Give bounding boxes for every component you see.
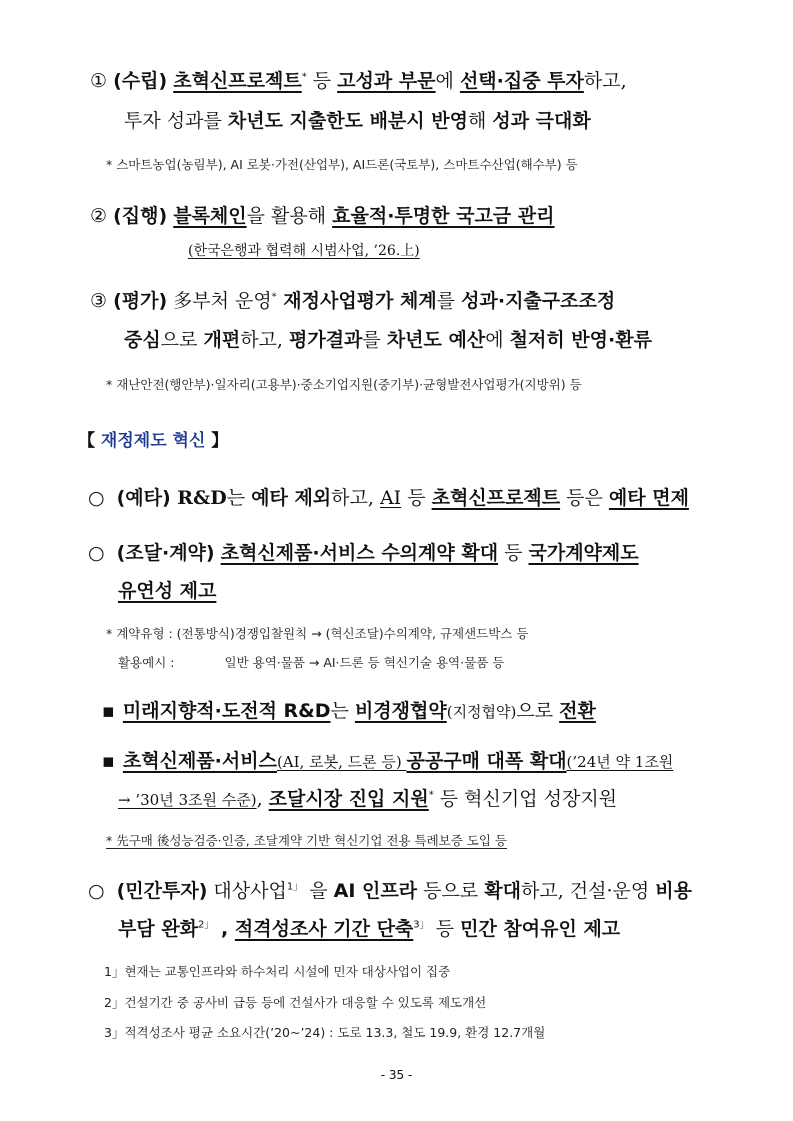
subitem-rnd-t6: 전환 bbox=[559, 700, 596, 722]
footnote-marker: * bbox=[301, 71, 307, 83]
bullet-procurement-t2: 등 bbox=[498, 542, 529, 564]
item-3-line2-a: 중심 bbox=[124, 329, 161, 351]
item-3-line-1 bbox=[90, 290, 615, 313]
item-1-note: * 스마트농업(농림부), AI 로봇·가전(산업부), AI드론(국토부), 스마트수산업(해수부) 등 bbox=[106, 157, 578, 172]
item-3-text-3: 를 bbox=[436, 290, 462, 312]
page-number: - 35 - bbox=[380, 1068, 413, 1082]
subitem-rnd-t5: 으로 bbox=[516, 700, 560, 722]
item-3-line2-d: 하고, bbox=[240, 329, 289, 351]
procurement-note-2 bbox=[118, 655, 504, 670]
item-2-number: ② bbox=[90, 205, 108, 227]
bullet-yeta-t8: 등은 bbox=[560, 487, 609, 509]
item-1-highlight-2: 고성과 부문 bbox=[337, 70, 436, 92]
item-3-line2-g: 차년도 예산 bbox=[386, 329, 486, 351]
footnote-3: 3」적격성조사 평균 소요시간(’20~’24) : 도로 13.3, 철도 19.9, 환경 12.7개월 bbox=[104, 1025, 546, 1040]
subitem-rnd-t3: 비경쟁협약 bbox=[354, 700, 447, 722]
item-2-label: (집행) bbox=[113, 205, 168, 227]
item-1-line2-a: 투자 성과를 bbox=[124, 110, 228, 132]
item-1-highlight-1: 초혁신프로젝트 bbox=[173, 70, 302, 92]
bullet-procurement-label: (조달·계약) bbox=[116, 542, 215, 564]
procurement-note-2-b: 일반 용역·물품 → AI·드론 등 혁신기술 용역·물품 등 bbox=[224, 655, 505, 670]
bullet-yeta-t3: 예타 제외 bbox=[251, 487, 332, 509]
bullet-procurement-t1: 초혁신제품·서비스 수의계약 확대 bbox=[220, 542, 499, 564]
bullet-yeta bbox=[88, 487, 689, 510]
subitem-purchase-t2: (AI, 로봇, 드론 등) bbox=[276, 753, 407, 771]
item-3-text-4: 성과·지출구조조정 bbox=[461, 290, 616, 312]
bullet-private-t3: AI 인프라 bbox=[333, 880, 418, 902]
bullet-private-investment-line-2 bbox=[118, 918, 620, 941]
bullet-procurement-t3: 국가계약제도 bbox=[528, 542, 639, 564]
bullet-private-t7: 비용 bbox=[655, 880, 693, 902]
item-3-line2-b: 으로 bbox=[160, 329, 204, 351]
bullet-private-t1: 대상사업 bbox=[207, 880, 287, 902]
section-heading bbox=[78, 431, 228, 451]
item-3-text-1: 多부처 운영 bbox=[167, 290, 272, 312]
item-1-text-4: 에 bbox=[435, 70, 460, 92]
item-3-text-2: 재정사업평가 체계 bbox=[276, 290, 437, 312]
item-1-line-2 bbox=[124, 110, 591, 133]
item-3-line2-i: 철저히 반영·환류 bbox=[509, 329, 652, 351]
bullet-private-t4: 등으로 bbox=[417, 880, 485, 902]
item-3-line-2 bbox=[124, 329, 652, 352]
subitem-purchase-note: * 先구매 後성능검증·인증, 조달계약 기반 혁신기업 전용 특례보증 도입 등 bbox=[106, 833, 507, 848]
bullet-yeta-t9: 예타 면제 bbox=[608, 487, 689, 509]
bullet-circle: ○ bbox=[88, 542, 105, 564]
procurement-note-2-a: 활용예시 : bbox=[118, 655, 175, 670]
item-3-label: (평가) bbox=[113, 290, 168, 312]
item-2-text-2: 을 활용해 bbox=[246, 205, 333, 227]
item-1-line2-d: 성과 극대화 bbox=[492, 110, 591, 132]
footnote-marker-3: 3」 bbox=[413, 919, 430, 931]
subitem-purchase-t3: 공공구매 대폭 확대 bbox=[406, 750, 567, 772]
bullet-private-l2e: 민간 참여유인 제고 bbox=[460, 918, 621, 940]
footnote-2: 2」건설기간 중 공사비 급등 등에 건설사가 대응할 수 있도록 제도개선 bbox=[104, 995, 487, 1010]
footnote-marker: * bbox=[428, 789, 434, 801]
bullet-private-t6: 하고, 건설·운영 bbox=[521, 880, 656, 902]
bullet-private-investment bbox=[88, 880, 692, 903]
bullet-private-l2c: 적격성조사 기간 단축 bbox=[234, 918, 414, 940]
bullet-private-l2b: , bbox=[214, 918, 235, 940]
item-2-subnote: (한국은행과 협력해 시범사업, ’26.上) bbox=[188, 243, 420, 259]
bullet-square: ▪ bbox=[102, 750, 115, 772]
subitem-rnd-t4: (지정협약) bbox=[446, 703, 517, 721]
subitem-purchase-line-2 bbox=[118, 788, 617, 811]
subitem-purchase-l2d: 등 혁신기업 성장지원 bbox=[433, 788, 618, 810]
item-1-label: (수립) bbox=[113, 70, 168, 92]
item-2-highlight-1: 블록체인 bbox=[173, 205, 247, 227]
section-title: 재정제도 혁신 bbox=[100, 431, 206, 451]
item-3-line2-f: 를 bbox=[362, 329, 387, 351]
item-1-text-2: 등 bbox=[306, 70, 338, 92]
section-bracket-close: 】 bbox=[211, 431, 229, 451]
bullet-circle: ○ bbox=[88, 487, 105, 509]
footnote-1: 1」현재는 교통인프라와 하수처리 시설에 민자 대상사업이 집중 bbox=[104, 964, 451, 979]
bullet-yeta-t2: 는 bbox=[226, 487, 252, 509]
bullet-yeta-t5: AI bbox=[379, 487, 402, 509]
item-1-line-1 bbox=[90, 70, 627, 93]
item-2-highlight-2: 효율적·투명한 국고금 관리 bbox=[332, 205, 555, 227]
bullet-yeta-rnd: R&D bbox=[170, 487, 227, 509]
subitem-rnd bbox=[102, 700, 596, 723]
item-1-line2-c: 해 bbox=[467, 110, 493, 132]
bullet-private-t2: 을 bbox=[303, 880, 334, 902]
bullet-yeta-t7: 초혁신프로젝트 bbox=[431, 487, 561, 509]
subitem-purchase-t1: 초혁신제품·서비스 bbox=[122, 750, 277, 772]
item-1-line2-b: 차년도 지출한도 배분시 반영 bbox=[227, 110, 468, 132]
bullet-private-l2d: 등 bbox=[429, 918, 461, 940]
bullet-square: ▪ bbox=[102, 700, 115, 722]
footnote-marker: * bbox=[271, 291, 277, 303]
section-bracket-open: 【 bbox=[78, 431, 95, 451]
bullet-yeta-label: (예타) bbox=[116, 487, 171, 509]
subitem-rnd-t1: 미래지향적·도전적 R&D bbox=[122, 700, 331, 722]
subitem-purchase-l2a: → ’30년 3조원 수준) bbox=[118, 791, 257, 809]
item-3-number: ③ bbox=[90, 290, 108, 312]
footnote-marker-1: 1」 bbox=[286, 881, 304, 893]
subitem-purchase bbox=[102, 750, 673, 773]
bullet-procurement-line-2: 유연성 제고 bbox=[118, 580, 217, 602]
subitem-purchase-l2c: 조달시장 진입 지원 bbox=[268, 788, 429, 810]
item-1-number: ① bbox=[90, 70, 108, 92]
bullet-circle: ○ bbox=[88, 880, 105, 902]
bullet-yeta-t6: 등 bbox=[401, 487, 432, 509]
procurement-note-1: * 계약유형 : (전통방식)경쟁입찰원칙 → (혁신조달)수의계약, 규제샌드박스 등 bbox=[106, 626, 529, 641]
bullet-procurement bbox=[88, 542, 639, 565]
subitem-purchase-t4: (’24년 약 1조원 bbox=[566, 753, 674, 771]
bullet-private-l2a: 부담 완화 bbox=[118, 918, 199, 940]
item-2-line-1 bbox=[90, 205, 554, 228]
item-1-text-6: 하고, bbox=[583, 70, 627, 92]
item-1-highlight-3: 선택·집중 투자 bbox=[459, 70, 584, 92]
subitem-rnd-t2: 는 bbox=[330, 700, 355, 722]
bullet-yeta-t4: 하고, bbox=[331, 487, 380, 509]
bullet-private-label: (민간투자) bbox=[116, 880, 208, 902]
bullet-private-t5: 확대 bbox=[484, 880, 521, 902]
item-3-line2-c: 개편 bbox=[203, 329, 241, 351]
item-3-note: * 재난안전(행안부)·일자리(고용부)·중소기업지원(중기부)·균형발전사업평가(지방위) 등 bbox=[106, 377, 582, 392]
subitem-purchase-l2b: , bbox=[256, 788, 269, 810]
footnote-marker-2: 2」 bbox=[198, 919, 215, 931]
item-3-line2-e: 평가결과 bbox=[288, 329, 363, 351]
item-3-line2-h: 에 bbox=[485, 329, 510, 351]
